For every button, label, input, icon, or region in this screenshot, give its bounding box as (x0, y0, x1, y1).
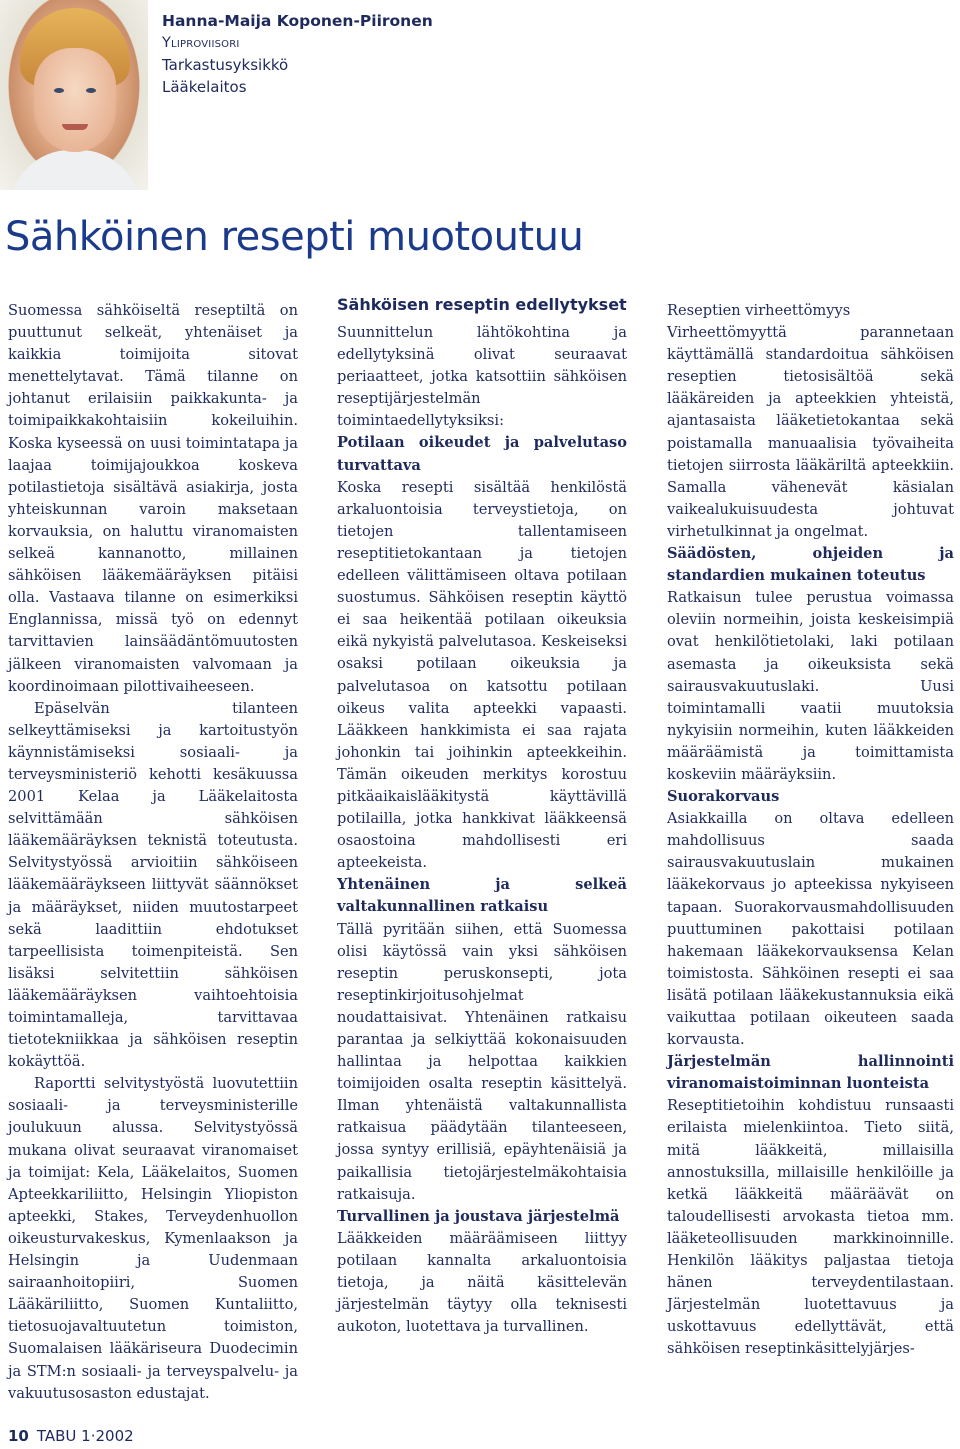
column1-paragraph-3: Raportti selvitystyöstä luovutettiin sosiaali- ja terveysministerille joulukuun alussa. Selvitystyössä mukana olivat seuraavat viranomaiset ja toimijat: Kela, Lääkelaitos, Suomen Apteekkariliitto, Helsingin Yliopiston apteekki, Stakes, Terveydenhuollon oikeusturvakeskus, Kymenlaakson ja Helsingin ja Uudenmaan sairaanhoitopiiri, Suomen Lääkäriliitto, Suomen Kuntaliitto, tietosuojavaltuutetun toimiston, Suomalaisen lääkäriseura Duodecimin ja STM:n sosiaali- ja terveyspalvelu- ja vakuutusosaston edustajat. (8, 1075, 298, 1402)
author-unit: Tarkastusyksikkö (162, 56, 289, 74)
page-number: 10 (8, 1427, 29, 1445)
article-headline: Sähköinen resepti muotoutuu (5, 214, 584, 260)
column3-section-2-text: Ratkaisun tulee perustua voimassa oleviin normeihin, joista keskeisimpiä ovat henkilötietolaki, laki potilaan asemasta ja oikeuksista sekä sairausvakuutuslaki. Uusi toimintamalli vaatii muutoksia nykyisiin normeihin, kuten lääkkeiden määräämistä ja toimittamista koskeviin määräyksiin. (667, 589, 954, 783)
column-3 (667, 300, 954, 1361)
author-title: Yliproviisori (162, 35, 240, 51)
column2-section-1-title: Potilaan oikeudet ja palvelutaso turvattava (337, 434, 627, 474)
photo-eye-left (54, 88, 64, 93)
author-organization: Lääkelaitos (162, 78, 247, 96)
photo-eye-right (86, 88, 96, 93)
photo-mouth (62, 124, 88, 130)
column-2 (337, 295, 627, 1338)
photo-shirt (10, 150, 140, 190)
column3-section-3-title: Suorakorvaus (667, 788, 780, 806)
column3-section-4-title: Järjestelmän hallinnointi viranomaistoiminnan luonteista (667, 1053, 954, 1093)
column2-section-1-text: Koska resepti sisältää henkilöstä arkaluontoisia terveystietoja, on tietojen tallentamiseen reseptitietokantaan ja tietojen edelleen välittämiseen oltava potilaan suostumus. Sähköisen reseptin käyttö ei saa heikentää potilaan oikeuksia eikä nykyistä palvelutasoa. Keskeiseksi osaksi potilaan oikeuksia ja palvelutasoa on katsottu potilaan oikeus valita apteekki vapaasti. Lääkkeen hankkimista ei saa rajata johonkin tai joihinkin apteekkeihin. Tämän oikeuden merkitys korostuu pitkäaikaislääkitystä käyttävillä potilailla, jotka hankkivat lääkkeensä osaostoina mahdollisesti eri apteekeista. (337, 478, 627, 872)
page-footer (8, 1426, 134, 1446)
column2-section-2-title: Yhtenäinen ja selkeä valtakunnallinen ratkaisu (337, 876, 627, 916)
author-byline (162, 10, 562, 98)
column3-section-3-text: Asiakkailla on oltava edelleen mahdollisuus saada sairausvakuutuslain mukainen lääkekorvaus jo apteekissa nykyiseen tapaan. Suorakorvausmahdollisuuden puuttuminen pakottaisi potilaan hakemaan lääkekorvauksensa Kelan toimistosta. Sähköinen resepti ei saa lisätä potilaan lääkekustannuksia eikä vaikuttaa potilaan oikeuteen saada korvausta. (667, 810, 954, 1049)
column3-section-2-title: Säädösten, ohjeiden ja standardien mukainen toteutus (667, 545, 954, 585)
column3-section-1-text: Virheettömyyttä parannetaan käyttämällä standardoitua sähköisen reseptien tietosisältöä sekä lääkäreiden ja apteekkien yhteistä, ajantasaista lääketietokantaa sekä poistamalla manuaalisia työvaiheita tietojen siirrosta lääkäriltä apteekkiin. Samalla vähenevät käsialan vaikealukuisuudesta johtuvat virhetulkinnat ja ongelmat. (667, 324, 954, 540)
photo-face (34, 48, 116, 152)
column3-section-4-text: Reseptitietoihin kohdistuu runsaasti erilaista mielenkiintoa. Tieto siitä, mitä lääkkeitä, millaisilla annostuksilla, millaisille henkilöille ja ketkä lääkkeitä määräävät on taloudellisesti arvokasta tietoa mm. lääketeollisuuden markkinoinnille. Henkilön lääkitys paljastaa tietoja hänen terveydentilastaan. Järjestelmän luotettavuus ja uskottavuus edellyttävät, että sähköisen reseptinkäsittelyjärjes- (667, 1097, 954, 1358)
author-name: Hanna-Maija Koponen-Piironen (162, 12, 433, 30)
column1-paragraph-1: Suomessa sähköiseltä reseptiltä on puuttunut selkeät, yhtenäiset ja kaikkia toimijoita sitovat menettelytavat. Tämä tilanne on johtanut erilaisiin paikkakunta- ja toimipaikkakohtaisiin kokeiluihin. Koska kyseessä on uusi toimintatapa ja laajaa toimijajoukkoa koskeva potilastietoja sisältävä asiakirja, josta yhteiskunnan varoin maksetaan korvauksia, on haluttu viranomaisten selkeä kannanotto, millainen sähköisen lääkemääräyksen pitäisi olla. Vastaava tilanne on esimerkiksi Englannissa, missä työ on edennyt tarvittavien lainsäädäntömuutosten jälkeen viranomaisten valvomaan ja koordinoimaan pilottivaiheeseen. (8, 302, 298, 695)
column3-section-1-title: Reseptien virheettömyys (667, 302, 851, 319)
column2-section-2-text: Tällä pyritään siihen, että Suomessa olisi käytössä vain yksi sähköisen reseptin peruskonsepti, jota reseptinkirjoitusohjelmat noudattaisivat. Yhtenäinen ratkaisu parantaa ja selkiyttää kokonaisuuden hallintaa ja helpottaa kaikkien toimijoiden osalta reseptin käsittelyä. Ilman yhtenäistä valtakunnallista ratkaisua päädytään tilanteeseen, jossa syntyy erillisiä, epäyhtenäisiä ja paikallisia tietojärjestelmäkohtaisia ratkaisuja. (337, 920, 627, 1203)
column2-section-3-title: Turvallinen ja joustava järjestelmä (337, 1207, 620, 1225)
column2-heading: Sähköisen reseptin edellytykset (337, 295, 627, 314)
column-1 (8, 300, 298, 1405)
column2-intro: Suunnittelun lähtökohtina ja edellytyksinä olivat seuraavat periaatteet, jotka katsottiin sähköisen reseptijärjestelmän toimintaedellytyksiksi: (337, 324, 627, 430)
column2-section-3-text: Lääkkeiden määräämiseen liittyy potilaan kannalta arkaluontoisia tietoja, ja näitä käsittelevän järjestelmän täytyy olla teknisesti aukoton, luotettava ja turvallinen. (337, 1229, 627, 1336)
magazine-issue: TABU 1·2002 (36, 1427, 134, 1445)
column1-paragraph-2: Epäselvän tilanteen selkeyttämiseksi ja kartoitustyön käynnistämiseksi sosiaali- ja terveysministeriö kehotti kesäkuussa 2001 Kelaa ja Lääkelaitosta selvittämään sähköisen lääkemääräyksen teknistä toteutusta. Selvitystyössä arvioitiin sähköiseen lääkemääräykseen liittyvät säännökset ja määräykset, niiden muutostarpeet sekä laadittiin ehdotukset tarpeellisista toimenpiteistä. Sen lisäksi selvitettiin sähköisen lääkemääräyksen vaihtoehtoisia toimintamalleja, tarvittavaa tietotekniikkaa ja sähköisen reseptin kokäyttöä. (8, 699, 298, 1071)
author-photo (0, 0, 148, 190)
